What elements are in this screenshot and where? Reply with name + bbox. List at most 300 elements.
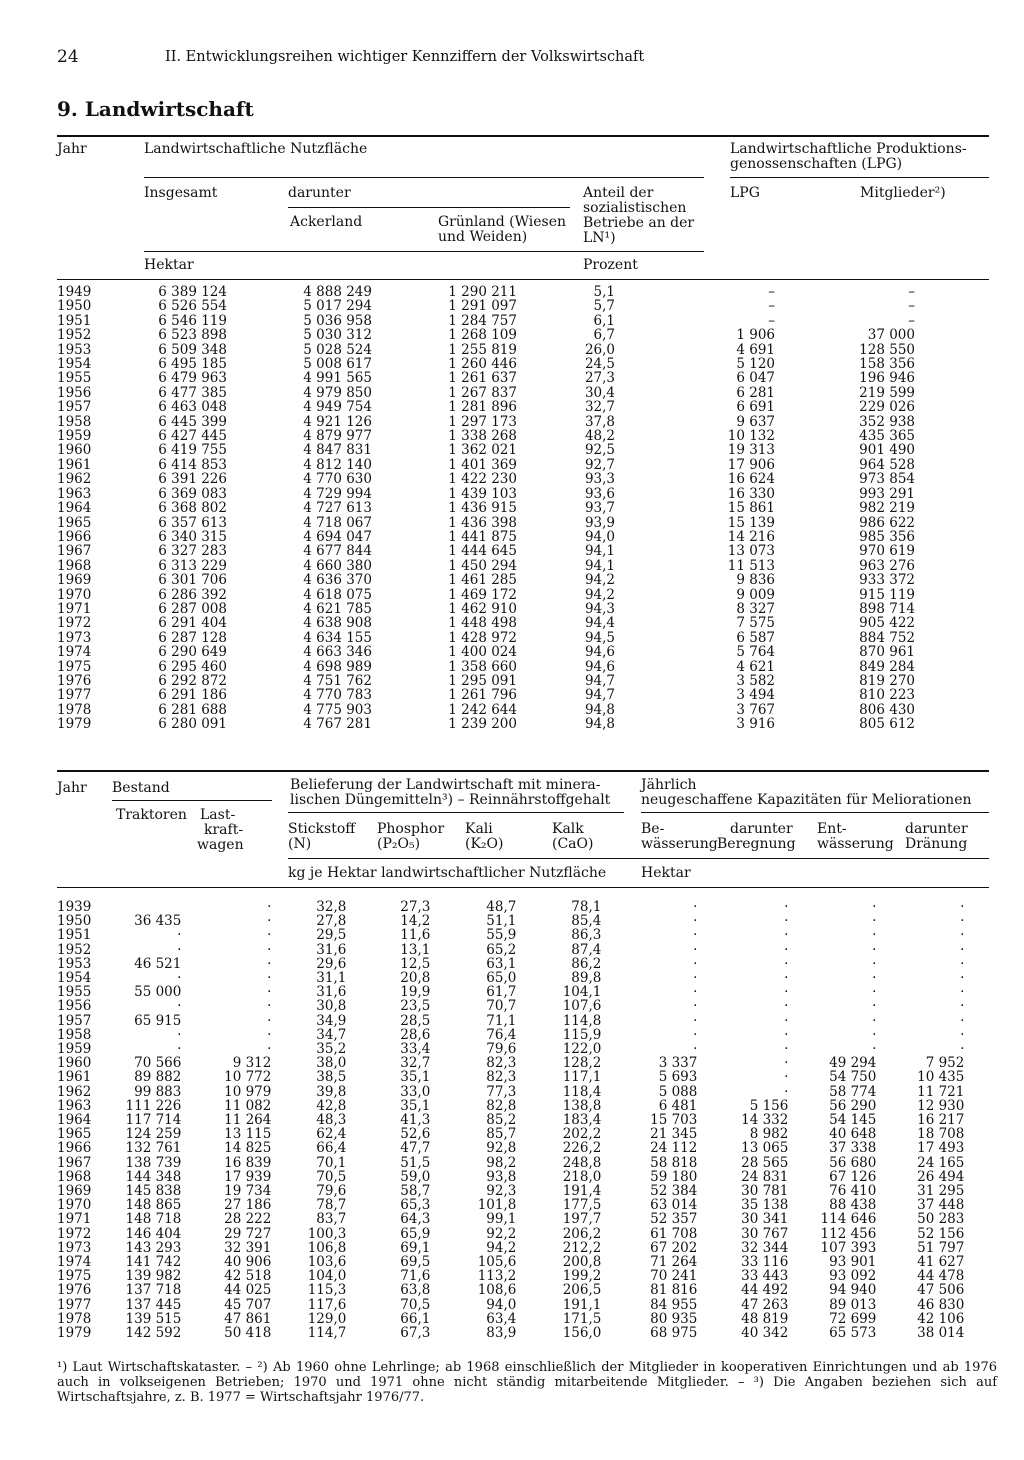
cell-anteil: 92,7 (584, 456, 615, 473)
cell-mitglieder: 219 599 (859, 384, 915, 401)
cell-jahr: 1958 (57, 1026, 92, 1043)
cell-traktoren: 36 435 (134, 913, 182, 930)
cell-entwaesserung: 88 438 (829, 1197, 877, 1214)
cell-anteil: 6,7 (593, 327, 615, 344)
cell-kali: 92,2 (486, 1225, 517, 1242)
cell-lpg: 6 691 (736, 399, 775, 416)
cell-lastkraftwagen: · (267, 1041, 272, 1058)
cell-jahr: 1967 (57, 1154, 92, 1171)
cell-entwaesserung: · (872, 955, 877, 972)
cell-draenung: 31 295 (917, 1183, 965, 1200)
table-row (57, 1326, 964, 1340)
cell-lastkraftwagen: 47 861 (224, 1310, 272, 1327)
cell-insgesamt: 6 286 392 (158, 586, 227, 603)
cell-lpg: 17 906 (727, 456, 775, 473)
t2-melio-rule (641, 812, 989, 813)
cell-mitglieder: 993 291 (859, 485, 915, 502)
cell-lastkraftwagen: 27 186 (224, 1197, 272, 1214)
cell-lastkraftwagen: 14 825 (224, 1140, 272, 1157)
cell-traktoren: 138 739 (125, 1154, 182, 1171)
table-row (57, 429, 915, 443)
cell-anteil: 32,7 (584, 399, 615, 416)
cell-ackerland: 4 775 903 (303, 701, 372, 718)
cell-jahr: 1953 (57, 955, 92, 972)
cell-stickstoff: 31,1 (316, 970, 347, 987)
table-row (57, 943, 964, 957)
cell-phosphor: 12,5 (400, 955, 431, 972)
table-row (57, 1056, 964, 1070)
cell-draenung: 7 952 (925, 1055, 965, 1072)
cell-lpg: 19 313 (727, 442, 775, 459)
cell-traktoren: 143 293 (125, 1239, 182, 1256)
cell-lpg: 9 009 (736, 586, 775, 603)
table-row (57, 371, 915, 385)
cell-phosphor: 19,9 (400, 984, 431, 1001)
cell-jahr: 1954 (57, 356, 92, 373)
t1-h-lpg-group-2: genossenschaften (LPG) (730, 156, 903, 172)
cell-draenung: 24 165 (917, 1154, 965, 1171)
cell-phosphor: 69,1 (400, 1239, 431, 1256)
cell-bewaesserung: 5 088 (658, 1083, 698, 1100)
cell-stickstoff: 48,3 (316, 1112, 347, 1129)
section-title: 9. Landwirtschaft (57, 97, 254, 121)
cell-bewaesserung: 70 241 (650, 1268, 698, 1285)
cell-lpg: 7 575 (736, 615, 775, 632)
cell-draenung: · (960, 1041, 965, 1058)
cell-kali: 113,2 (477, 1268, 517, 1285)
cell-lastkraftwagen: · (267, 955, 272, 972)
cell-kalk: 87,4 (571, 941, 602, 958)
cell-stickstoff: 70,1 (316, 1154, 347, 1171)
cell-stickstoff: 32,8 (316, 899, 347, 915)
t2-body-rule (57, 887, 989, 888)
cell-insgesamt: 6 419 755 (158, 442, 227, 459)
cell-ackerland: 4 660 380 (303, 557, 372, 574)
cell-draenung: 51 797 (917, 1239, 965, 1256)
cell-traktoren: 139 982 (125, 1268, 182, 1285)
cell-draenung: 26 494 (917, 1168, 965, 1185)
cell-phosphor: 67,3 (400, 1325, 431, 1342)
cell-lpg: 14 216 (727, 528, 775, 545)
cell-kali: 65,2 (486, 941, 517, 958)
table-row (57, 957, 964, 971)
cell-jahr: 1962 (57, 471, 92, 488)
cell-gruenland: 1 260 446 (448, 356, 517, 373)
t1-lpg-rule (730, 177, 989, 178)
cell-beregnung: · (784, 1012, 789, 1029)
cell-stickstoff: 39,8 (316, 1083, 347, 1100)
cell-lastkraftwagen: · (267, 970, 272, 987)
footnotes: ¹) Laut Wirtschaftskataster. – ²) Ab 1960 ohne Lehrlinge; ab 1968 einschließlich der Mitglieder in kooperativen Einrichtungen und ab 1976 auch in volkseigenen Betrieben; 1970 und 1971 ohne nicht ständig mitarbeitende Mitglieder. – ³) Die Angaben beziehen sich auf Wirtschaftsjahre, z. B. 1977 = Wirtschaftsjahr 1976/77. (57, 1360, 997, 1405)
cell-jahr: 1966 (57, 528, 92, 545)
table-row (57, 1141, 964, 1155)
cell-lastkraftwagen: 29 727 (224, 1225, 272, 1242)
cell-lastkraftwagen: 17 939 (224, 1168, 272, 1185)
cell-traktoren: 146 404 (125, 1225, 182, 1242)
cell-jahr: 1970 (57, 1197, 92, 1214)
t2-h-melio-1: Jährlich (641, 777, 697, 793)
cell-jahr: 1959 (57, 428, 92, 445)
cell-kali: 76,4 (486, 1026, 517, 1043)
t1-h-mitglieder: Mitglieder²) (860, 185, 946, 201)
cell-stickstoff: 100,3 (307, 1225, 347, 1242)
t1-h-anteil-3: Betriebe an der (583, 215, 695, 231)
cell-mitglieder: 158 356 (859, 356, 915, 373)
table1-body (57, 285, 915, 732)
cell-jahr: 1978 (57, 1310, 92, 1327)
cell-traktoren: 144 348 (125, 1168, 182, 1185)
cell-gruenland: 1 281 896 (448, 399, 517, 416)
cell-beregnung: 32 344 (741, 1239, 789, 1256)
cell-ackerland: 4 751 762 (303, 672, 372, 689)
cell-kali: 65,0 (486, 970, 517, 987)
cell-entwaesserung: 54 750 (829, 1069, 877, 1086)
cell-jahr: 1957 (57, 1012, 92, 1029)
t2-h-jahr: Jahr (57, 780, 87, 796)
cell-gruenland: 1 297 173 (448, 413, 517, 430)
cell-phosphor: 65,3 (400, 1197, 431, 1214)
cell-kali: 83,9 (486, 1325, 517, 1342)
page-number: 24 (57, 47, 79, 67)
cell-insgesamt: 6 280 091 (158, 716, 227, 733)
t1-h-ackerland: Ackerland (290, 214, 363, 230)
cell-jahr: 1963 (57, 1097, 92, 1114)
cell-draenung: · (960, 1026, 965, 1043)
cell-traktoren: 141 742 (125, 1254, 182, 1271)
cell-kalk: 206,5 (562, 1282, 602, 1299)
cell-traktoren: 137 445 (125, 1296, 182, 1313)
cell-jahr: 1964 (57, 1112, 92, 1129)
cell-beregnung: · (784, 984, 789, 1001)
table-row (57, 1212, 964, 1226)
cell-anteil: 94,8 (584, 701, 615, 718)
cell-lastkraftwagen: · (267, 941, 272, 958)
table-row (57, 1028, 964, 1042)
cell-kalk: 85,4 (571, 913, 602, 930)
cell-stickstoff: 38,5 (316, 1069, 347, 1086)
cell-draenung: 46 830 (917, 1296, 965, 1313)
cell-draenung: · (960, 970, 965, 987)
cell-beregnung: · (784, 1055, 789, 1072)
t2-h-bereg-1: darunter (730, 821, 793, 837)
cell-lastkraftwagen: 45 707 (224, 1296, 272, 1313)
cell-insgesamt: 6 291 186 (158, 687, 227, 704)
cell-bewaesserung: · (693, 1012, 698, 1029)
cell-gruenland: 1 400 024 (448, 644, 517, 661)
t2-h-n-2: (N) (288, 836, 312, 852)
cell-anteil: 93,6 (584, 485, 615, 502)
cell-draenung: 10 435 (917, 1069, 965, 1086)
cell-lastkraftwagen: 9 312 (232, 1055, 272, 1072)
cell-beregnung: · (784, 1083, 789, 1100)
cell-bewaesserung: 58 818 (650, 1154, 698, 1171)
cell-jahr: 1961 (57, 1069, 92, 1086)
cell-jahr: 1971 (57, 600, 92, 617)
table-row (57, 1227, 964, 1241)
cell-jahr: 1960 (57, 442, 92, 459)
t2-h-entw-2: wässerung (817, 836, 894, 852)
cell-phosphor: 13,1 (400, 941, 431, 958)
cell-kalk: 199,2 (562, 1268, 602, 1285)
cell-ackerland: 5 008 617 (303, 356, 372, 373)
cell-draenung: 44 478 (917, 1268, 965, 1285)
cell-jahr: 1969 (57, 1183, 92, 1200)
cell-gruenland: 1 261 637 (448, 370, 517, 387)
cell-jahr: 1967 (57, 543, 92, 560)
cell-mitglieder: 982 219 (859, 500, 915, 517)
cell-kali: 63,4 (486, 1310, 517, 1327)
cell-gruenland: 1 239 200 (448, 716, 517, 733)
cell-mitglieder: 973 854 (859, 471, 915, 488)
cell-jahr: 1959 (57, 1041, 92, 1058)
cell-jahr: 1975 (57, 658, 92, 675)
cell-jahr: 1968 (57, 557, 92, 574)
cell-lastkraftwagen: · (267, 1026, 272, 1043)
cell-mitglieder: 849 284 (859, 658, 915, 675)
cell-beregnung: 33 116 (741, 1254, 789, 1271)
cell-bewaesserung: 81 816 (650, 1282, 698, 1299)
cell-anteil: 6,1 (593, 312, 615, 329)
cell-kalk: 138,8 (562, 1097, 602, 1114)
cell-jahr: 1939 (57, 899, 92, 915)
cell-draenung: 38 014 (917, 1325, 965, 1342)
cell-stickstoff: 31,6 (316, 941, 347, 958)
cell-kali: 108,6 (477, 1282, 517, 1299)
cell-traktoren: 132 761 (125, 1140, 182, 1157)
cell-draenung: · (960, 998, 965, 1015)
cell-bewaesserung: 24 112 (650, 1140, 698, 1157)
t2-h-k-2: (K₂O) (465, 836, 504, 852)
cell-insgesamt: 6 301 706 (158, 572, 227, 589)
cell-beregnung: 30 781 (741, 1183, 789, 1200)
t1-darunter-rule (288, 207, 570, 208)
cell-phosphor: 35,1 (400, 1097, 431, 1114)
table-row (57, 1085, 964, 1099)
cell-traktoren: · (177, 998, 182, 1015)
table-row (57, 985, 964, 999)
cell-anteil: 93,7 (584, 500, 615, 517)
cell-ackerland: 4 888 249 (303, 284, 372, 300)
table-row (57, 1255, 964, 1269)
cell-entwaesserung: · (872, 927, 877, 944)
cell-gruenland: 1 462 910 (448, 600, 517, 617)
cell-jahr: 1972 (57, 1225, 92, 1242)
table-row (57, 501, 915, 515)
t1-h-ln: Landwirtschaftliche Nutzfläche (144, 141, 368, 157)
cell-anteil: 94,6 (584, 658, 615, 675)
cell-mitglieder: 805 612 (859, 716, 915, 733)
table-row (57, 1014, 964, 1028)
cell-kali: 92,8 (486, 1140, 517, 1157)
cell-lastkraftwagen: 42 518 (224, 1268, 272, 1285)
cell-traktoren: · (177, 970, 182, 987)
cell-mitglieder: 985 356 (859, 528, 915, 545)
table-row (57, 1099, 964, 1113)
cell-insgesamt: 6 313 229 (158, 557, 227, 574)
cell-kali: 51,1 (486, 913, 517, 930)
cell-beregnung: 47 263 (741, 1296, 789, 1313)
cell-kali: 93,8 (486, 1168, 517, 1185)
cell-draenung: · (960, 941, 965, 958)
cell-anteil: 94,2 (584, 572, 615, 589)
cell-insgesamt: 6 368 802 (158, 500, 227, 517)
cell-jahr: 1956 (57, 384, 92, 401)
cell-insgesamt: 6 295 460 (158, 658, 227, 675)
cell-insgesamt: 6 391 226 (158, 471, 227, 488)
cell-entwaesserung: 72 699 (829, 1310, 877, 1327)
t2-h-entw-1: Ent- (817, 821, 847, 837)
cell-anteil: 37,8 (584, 413, 615, 430)
cell-entwaesserung: · (872, 970, 877, 987)
cell-gruenland: 1 261 796 (448, 687, 517, 704)
table-row (57, 472, 915, 486)
cell-insgesamt: 6 509 348 (158, 341, 227, 358)
cell-entwaesserung: 93 092 (829, 1268, 877, 1285)
cell-kalk: 117,1 (562, 1069, 602, 1086)
cell-beregnung: 5 156 (749, 1097, 789, 1114)
cell-jahr: 1963 (57, 485, 92, 502)
table-row (57, 1312, 964, 1326)
cell-lpg: 9 836 (736, 572, 775, 589)
cell-bewaesserung: 84 955 (650, 1296, 698, 1313)
cell-kalk: 128,2 (562, 1055, 602, 1072)
table-row (57, 999, 964, 1013)
cell-lastkraftwagen: 11 264 (224, 1112, 272, 1129)
cell-beregnung: · (784, 970, 789, 987)
cell-stickstoff: 79,6 (316, 1183, 347, 1200)
table2-body (57, 900, 964, 1340)
cell-bewaesserung: 68 975 (650, 1325, 698, 1342)
cell-kalk: 156,0 (562, 1325, 602, 1342)
cell-beregnung: · (784, 941, 789, 958)
cell-mitglieder: 986 622 (859, 514, 915, 531)
cell-ackerland: 5 036 958 (303, 312, 372, 329)
cell-draenung: · (960, 984, 965, 1001)
cell-lastkraftwagen: 32 391 (224, 1239, 272, 1256)
cell-bewaesserung: · (693, 1026, 698, 1043)
cell-ackerland: 4 729 994 (303, 485, 372, 502)
t2-unit-top-rule (288, 858, 989, 859)
table-row (57, 299, 915, 313)
cell-lpg: 6 047 (736, 370, 775, 387)
cell-gruenland: 1 291 097 (448, 298, 517, 315)
cell-beregnung: · (784, 899, 789, 915)
cell-lpg: 1 906 (736, 327, 775, 344)
cell-beregnung: 48 819 (741, 1310, 789, 1327)
cell-anteil: 30,4 (584, 384, 615, 401)
t1-h-lpg-group-1: Landwirtschaftliche Produktions- (730, 141, 967, 157)
cell-kali: 71,1 (486, 1012, 517, 1029)
table-row (57, 717, 915, 731)
cell-stickstoff: 42,8 (316, 1097, 347, 1114)
cell-ackerland: 4 677 844 (303, 543, 372, 560)
cell-lpg: 3 582 (736, 672, 775, 689)
cell-draenung: 37 448 (917, 1197, 965, 1214)
table-row (57, 415, 915, 429)
cell-jahr: 1956 (57, 998, 92, 1015)
cell-kalk: 191,4 (562, 1183, 602, 1200)
cell-anteil: 27,3 (584, 370, 615, 387)
cell-gruenland: 1 439 103 (448, 485, 517, 502)
cell-entwaesserung: · (872, 941, 877, 958)
cell-mitglieder: 128 550 (859, 341, 915, 358)
t2-h-lkw-3: wagen (197, 837, 244, 853)
cell-traktoren: 55 000 (134, 984, 182, 1001)
cell-jahr: 1952 (57, 327, 92, 344)
cell-bewaesserung: 61 708 (650, 1225, 698, 1242)
cell-jahr: 1975 (57, 1268, 92, 1285)
cell-jahr: 1968 (57, 1168, 92, 1185)
table-row (57, 544, 915, 558)
cell-gruenland: 1 436 398 (448, 514, 517, 531)
cell-ackerland: 4 638 908 (303, 615, 372, 632)
cell-kalk: 78,1 (571, 899, 602, 915)
cell-anteil: 94,3 (584, 600, 615, 617)
cell-kali: 48,7 (486, 899, 517, 915)
cell-traktoren: · (177, 927, 182, 944)
t2-h-bestand: Bestand (112, 780, 170, 796)
cell-kalk: 86,2 (571, 955, 602, 972)
cell-entwaesserung: 67 126 (829, 1168, 877, 1185)
cell-beregnung: 28 565 (741, 1154, 789, 1171)
cell-ackerland: 4 991 565 (303, 370, 372, 387)
cell-ackerland: 4 698 989 (303, 658, 372, 675)
cell-kalk: 118,4 (562, 1083, 602, 1100)
cell-draenung: 11 721 (917, 1083, 965, 1100)
cell-jahr: 1951 (57, 312, 92, 329)
cell-stickstoff: 29,6 (316, 955, 347, 972)
cell-lpg: 3 494 (736, 687, 775, 704)
t1-h-darunter: darunter (288, 185, 351, 201)
cell-bewaesserung: 5 693 (658, 1069, 698, 1086)
t2-h-traktoren: Traktoren (116, 807, 187, 823)
cell-phosphor: 65,9 (400, 1225, 431, 1242)
cell-lastkraftwagen: 19 734 (224, 1183, 272, 1200)
cell-lastkraftwagen: 50 418 (224, 1325, 272, 1342)
cell-beregnung: · (784, 1041, 789, 1058)
cell-traktoren: 70 566 (134, 1055, 182, 1072)
cell-jahr: 1957 (57, 399, 92, 416)
cell-kali: 77,3 (486, 1083, 517, 1100)
table-row (57, 458, 915, 472)
cell-bewaesserung: 3 337 (658, 1055, 698, 1072)
cell-kalk: 122,0 (562, 1041, 602, 1058)
table-row (57, 530, 915, 544)
t1-h-anteil-2: sozialistischen (583, 200, 687, 216)
cell-jahr: 1950 (57, 913, 92, 930)
cell-jahr: 1966 (57, 1140, 92, 1157)
cell-jahr: 1979 (57, 716, 92, 733)
table-row (57, 1184, 964, 1198)
cell-kalk: 89,8 (571, 970, 602, 987)
table-row (57, 443, 915, 457)
cell-lpg: 9 637 (736, 413, 775, 430)
cell-anteil: 94,5 (584, 629, 615, 646)
cell-ackerland: 4 767 281 (303, 716, 372, 733)
running-head: II. Entwicklungsreihen wichtiger Kennziffern der Volkswirtschaft (165, 49, 645, 65)
cell-insgesamt: 6 357 613 (158, 514, 227, 531)
cell-entwaesserung: · (872, 913, 877, 930)
cell-lastkraftwagen: 28 222 (224, 1211, 272, 1228)
cell-insgesamt: 6 546 119 (158, 312, 227, 329)
cell-ackerland: 4 770 783 (303, 687, 372, 704)
cell-kali: 94,2 (486, 1239, 517, 1256)
cell-ackerland: 4 847 831 (303, 442, 372, 459)
cell-beregnung: 14 332 (741, 1112, 789, 1129)
cell-jahr: 1952 (57, 941, 92, 958)
cell-beregnung: 33 443 (741, 1268, 789, 1285)
cell-ackerland: 4 718 067 (303, 514, 372, 531)
